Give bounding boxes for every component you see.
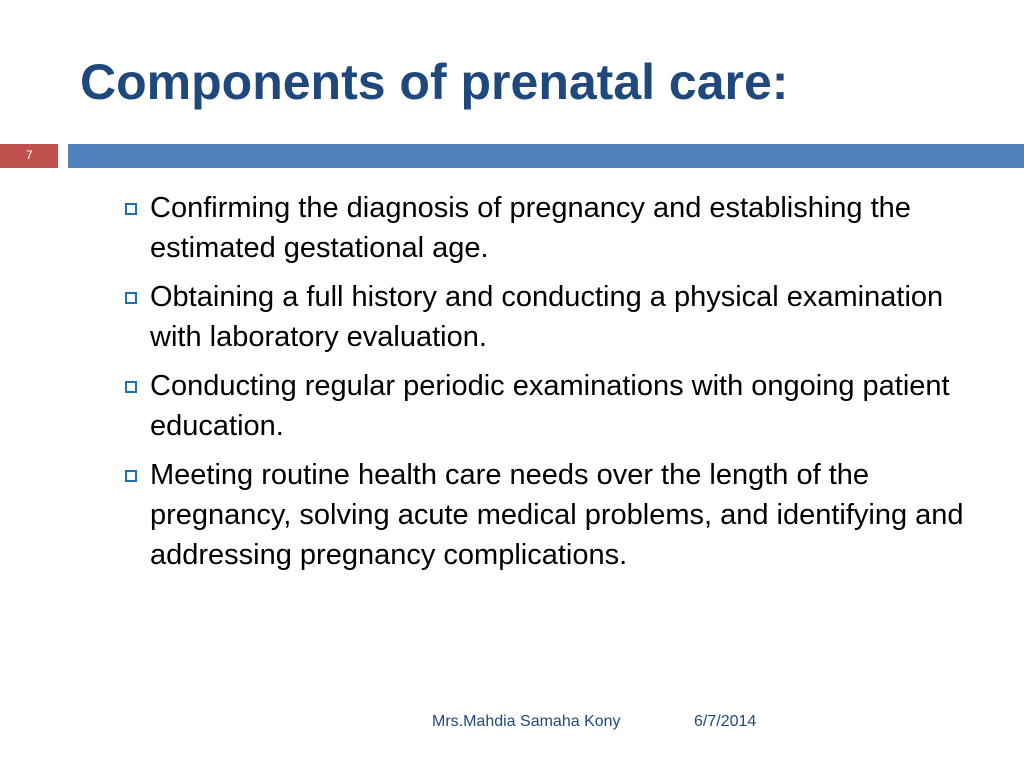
bullet-text: Conducting regular periodic examinations with ongoing patient education. <box>150 370 950 442</box>
title-divider-bar <box>68 144 1024 168</box>
bullet-item <box>122 277 1002 357</box>
footer-author: Mrs.Mahdia Samaha Kony <box>432 713 621 730</box>
square-bullet-icon <box>125 470 137 482</box>
bullet-list <box>122 188 1002 584</box>
bullet-text: Obtaining a full history and conducting a physical examination with laboratory evaluation. <box>150 281 944 353</box>
footer-date: 6/7/2014 <box>694 713 757 730</box>
bullet-item <box>122 455 1002 575</box>
slide-number: 7 <box>26 148 33 162</box>
square-bullet-icon <box>125 381 137 393</box>
slide-title: Components of prenatal care: <box>80 54 789 110</box>
bullet-item <box>122 366 1002 446</box>
bullet-text: Meeting routine health care needs over the length of the pregnancy, solving acute medical problems, and identifying and addressing pregnancy complications. <box>150 459 964 571</box>
slide-number-badge <box>0 144 58 168</box>
bullet-item <box>122 188 1002 268</box>
square-bullet-icon <box>125 292 137 304</box>
square-bullet-icon <box>125 203 137 215</box>
bullet-text: Confirming the diagnosis of pregnancy and establishing the estimated gestational age. <box>150 192 911 264</box>
